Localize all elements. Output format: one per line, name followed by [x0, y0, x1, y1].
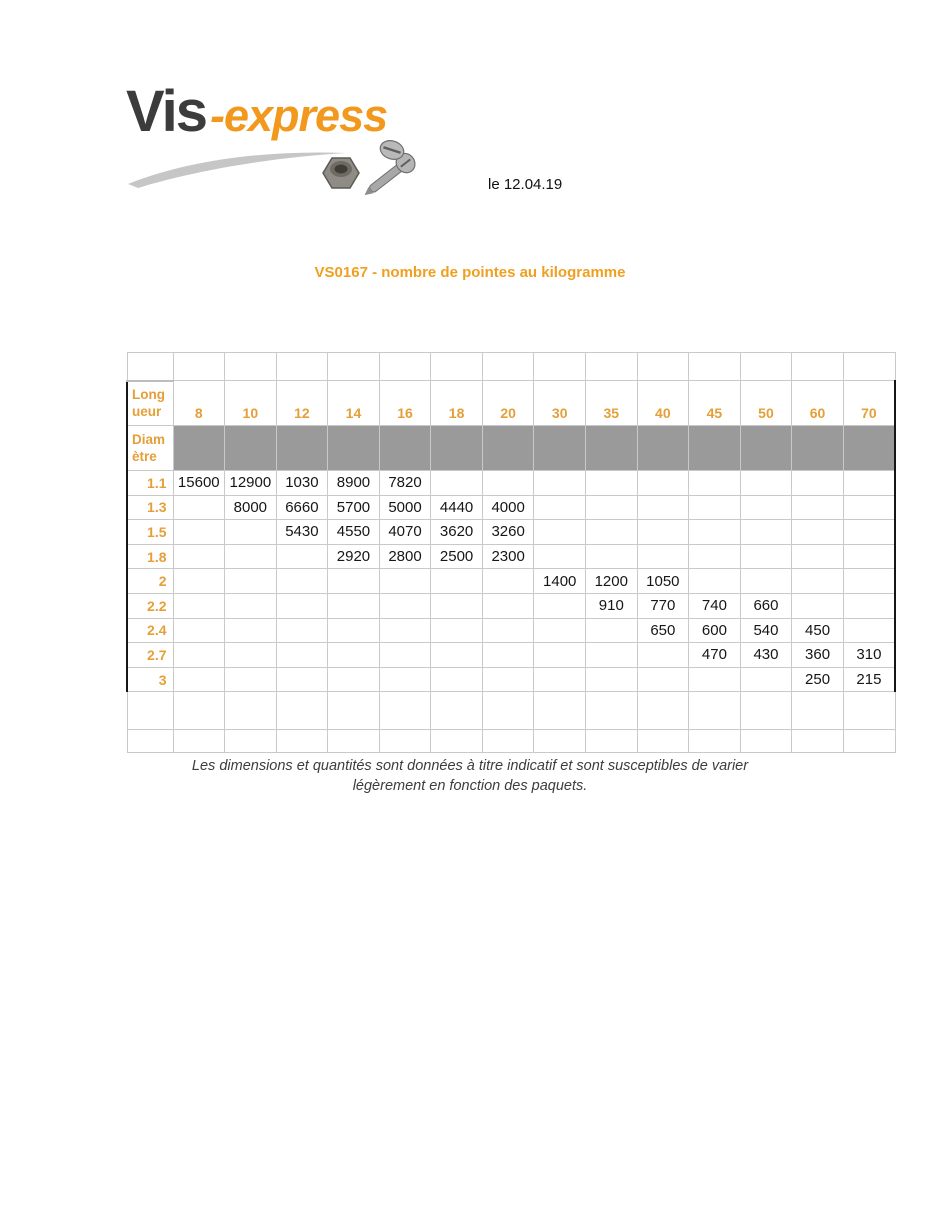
empty-cell [379, 353, 431, 381]
value-cell [843, 569, 895, 594]
value-cell [689, 520, 741, 545]
empty-cell [689, 730, 741, 753]
value-cell: 650 [637, 618, 689, 643]
value-cell: 6660 [276, 495, 328, 520]
value-cell [379, 643, 431, 668]
empty-cell [225, 353, 277, 381]
empty-cell [637, 730, 689, 753]
value-cell [225, 544, 277, 569]
diameter-fill-cell [225, 426, 277, 471]
value-cell [276, 643, 328, 668]
value-cell [534, 520, 586, 545]
empty-cell [689, 353, 741, 381]
disclaimer-line-2: légèrement en fonction des paquets. [352, 778, 588, 794]
value-cell [586, 520, 638, 545]
value-cell: 215 [843, 667, 895, 692]
value-cell [637, 495, 689, 520]
value-cell [586, 643, 638, 668]
value-cell [482, 618, 534, 643]
diameter-fill-cell [843, 426, 895, 471]
table-row [127, 569, 895, 594]
value-cell [740, 520, 792, 545]
value-cell [328, 593, 380, 618]
empty-cell [792, 692, 844, 730]
value-cell [276, 544, 328, 569]
value-cell: 600 [689, 618, 741, 643]
empty-cell [431, 730, 483, 753]
value-cell [689, 471, 741, 496]
empty-cell [225, 730, 277, 753]
disclaimer [0, 756, 940, 796]
empty-cell [127, 730, 173, 753]
value-cell [276, 593, 328, 618]
value-cell: 1400 [534, 569, 586, 594]
column-header: 18 [431, 381, 483, 426]
empty-cell [740, 730, 792, 753]
value-cell [328, 643, 380, 668]
diameter-fill-cell [173, 426, 225, 471]
row-label: 2.7 [127, 643, 173, 668]
value-cell: 740 [689, 593, 741, 618]
value-cell [534, 544, 586, 569]
empty-cell [482, 692, 534, 730]
table-row [127, 643, 895, 668]
row-label: 3 [127, 667, 173, 692]
row-label: 2.2 [127, 593, 173, 618]
value-cell: 7820 [379, 471, 431, 496]
value-cell [586, 618, 638, 643]
empty-cell [843, 730, 895, 753]
value-cell [740, 544, 792, 569]
value-cell [276, 618, 328, 643]
value-cell [534, 667, 586, 692]
value-cell [173, 569, 225, 594]
empty-cell [328, 353, 380, 381]
empty-cell [689, 692, 741, 730]
value-cell: 430 [740, 643, 792, 668]
value-cell [740, 495, 792, 520]
diameter-header-label: Diamètre [127, 426, 173, 471]
value-cell [843, 593, 895, 618]
value-cell [586, 471, 638, 496]
value-cell [792, 495, 844, 520]
empty-cell [637, 692, 689, 730]
column-header: 30 [534, 381, 586, 426]
value-cell [689, 569, 741, 594]
row-label: 1.5 [127, 520, 173, 545]
value-cell [586, 667, 638, 692]
diameter-row [127, 426, 895, 471]
value-cell: 1200 [586, 569, 638, 594]
value-cell [637, 520, 689, 545]
value-cell: 4440 [431, 495, 483, 520]
value-cell [534, 471, 586, 496]
column-header: 12 [276, 381, 328, 426]
empty-cell [792, 730, 844, 753]
value-cell: 540 [740, 618, 792, 643]
value-cell [740, 667, 792, 692]
value-cell [431, 471, 483, 496]
value-cell [534, 618, 586, 643]
points-per-kg-table [126, 352, 896, 753]
column-header: 16 [379, 381, 431, 426]
value-cell [173, 520, 225, 545]
value-cell [586, 495, 638, 520]
value-cell [431, 667, 483, 692]
value-cell [586, 544, 638, 569]
diameter-fill-cell [276, 426, 328, 471]
row-label: 1.8 [127, 544, 173, 569]
nut-and-bolt-icon [314, 136, 424, 202]
value-cell [792, 520, 844, 545]
spreadsheet [126, 352, 896, 753]
value-cell: 2800 [379, 544, 431, 569]
value-cell: 360 [792, 643, 844, 668]
empty-cell [586, 692, 638, 730]
value-cell: 450 [792, 618, 844, 643]
empty-cell [276, 353, 328, 381]
value-cell [276, 667, 328, 692]
column-header: 70 [843, 381, 895, 426]
row-label: 1.3 [127, 495, 173, 520]
diameter-fill-cell [586, 426, 638, 471]
value-cell [843, 544, 895, 569]
value-cell [431, 643, 483, 668]
document-date: le 12.04.19 [488, 176, 563, 193]
logo [126, 78, 456, 198]
column-header: 8 [173, 381, 225, 426]
value-cell [792, 471, 844, 496]
diameter-fill-cell [482, 426, 534, 471]
empty-cell [637, 353, 689, 381]
column-header: 45 [689, 381, 741, 426]
value-cell [173, 544, 225, 569]
value-cell [225, 593, 277, 618]
empty-cell [586, 730, 638, 753]
value-cell [792, 569, 844, 594]
empty-grid-row [127, 730, 895, 753]
value-cell [689, 495, 741, 520]
table-row [127, 667, 895, 692]
value-cell [843, 520, 895, 545]
empty-cell [740, 353, 792, 381]
column-header: 35 [586, 381, 638, 426]
diameter-fill-cell [534, 426, 586, 471]
disclaimer-line-1: Les dimensions et quantités sont données à titre indicatif et sont susceptibles de varier [191, 758, 749, 774]
value-cell [637, 667, 689, 692]
value-cell [173, 495, 225, 520]
empty-cell [534, 730, 586, 753]
value-cell [225, 667, 277, 692]
value-cell [534, 593, 586, 618]
empty-cell [482, 353, 534, 381]
empty-cell [843, 353, 895, 381]
value-cell [328, 569, 380, 594]
value-cell [379, 618, 431, 643]
row-label: 2.4 [127, 618, 173, 643]
row-label: 1.1 [127, 471, 173, 496]
empty-cell [482, 730, 534, 753]
empty-cell [127, 353, 173, 381]
empty-cell [173, 730, 225, 753]
value-cell [379, 593, 431, 618]
empty-cell [379, 730, 431, 753]
value-cell [843, 471, 895, 496]
diameter-fill-cell [792, 426, 844, 471]
diameter-fill-cell [689, 426, 741, 471]
value-cell [482, 593, 534, 618]
empty-cell [328, 730, 380, 753]
page-title: VS0167 - nombre de pointes au kilogramme [314, 264, 626, 281]
empty-cell [431, 692, 483, 730]
table-row [127, 520, 895, 545]
value-cell: 5700 [328, 495, 380, 520]
row-label: 2 [127, 569, 173, 594]
value-cell: 250 [792, 667, 844, 692]
value-cell [534, 643, 586, 668]
table-row [127, 544, 895, 569]
value-cell [482, 471, 534, 496]
value-cell [482, 569, 534, 594]
value-cell [689, 667, 741, 692]
value-cell: 4070 [379, 520, 431, 545]
column-header: 20 [482, 381, 534, 426]
length-header-label: Longueur [127, 381, 173, 426]
value-cell: 2300 [482, 544, 534, 569]
empty-cell [534, 353, 586, 381]
value-cell [173, 618, 225, 643]
value-cell: 470 [689, 643, 741, 668]
value-cell [173, 593, 225, 618]
empty-cell [843, 692, 895, 730]
table-row [127, 618, 895, 643]
empty-cell [173, 353, 225, 381]
value-cell [637, 544, 689, 569]
table-row [127, 471, 895, 496]
empty-cell [276, 730, 328, 753]
value-cell: 8000 [225, 495, 277, 520]
value-cell: 4550 [328, 520, 380, 545]
value-cell [740, 471, 792, 496]
value-cell: 3620 [431, 520, 483, 545]
value-cell [792, 593, 844, 618]
table-row [127, 593, 895, 618]
empty-cell [225, 692, 277, 730]
value-cell: 1050 [637, 569, 689, 594]
value-cell [276, 569, 328, 594]
value-cell: 3260 [482, 520, 534, 545]
value-cell [637, 643, 689, 668]
empty-cell [431, 353, 483, 381]
logo-text [126, 78, 387, 145]
empty-cell [379, 692, 431, 730]
value-cell [792, 544, 844, 569]
empty-cell [127, 692, 173, 730]
value-cell: 12900 [225, 471, 277, 496]
value-cell: 15600 [173, 471, 225, 496]
value-cell [689, 544, 741, 569]
value-cell [225, 618, 277, 643]
table-body [127, 353, 895, 753]
value-cell [379, 667, 431, 692]
value-cell [534, 495, 586, 520]
value-cell [173, 643, 225, 668]
value-cell: 1030 [276, 471, 328, 496]
empty-cell [276, 692, 328, 730]
value-cell [482, 643, 534, 668]
value-cell [328, 667, 380, 692]
value-cell: 910 [586, 593, 638, 618]
empty-cell [328, 692, 380, 730]
value-cell: 2500 [431, 544, 483, 569]
value-cell [637, 471, 689, 496]
column-header: 10 [225, 381, 277, 426]
value-cell: 660 [740, 593, 792, 618]
value-cell: 2920 [328, 544, 380, 569]
value-cell [379, 569, 431, 594]
diameter-fill-cell [637, 426, 689, 471]
value-cell: 310 [843, 643, 895, 668]
value-cell [431, 569, 483, 594]
value-cell [225, 643, 277, 668]
value-cell [225, 569, 277, 594]
column-header: 60 [792, 381, 844, 426]
value-cell: 770 [637, 593, 689, 618]
empty-cell [792, 353, 844, 381]
empty-cell [586, 353, 638, 381]
value-cell [225, 520, 277, 545]
diameter-fill-cell [740, 426, 792, 471]
logo-express-text: -express [210, 90, 388, 141]
diameter-fill-cell [379, 426, 431, 471]
diameter-fill-cell [328, 426, 380, 471]
empty-cell [534, 692, 586, 730]
empty-cell [173, 692, 225, 730]
empty-grid-row [127, 353, 895, 381]
value-cell [843, 495, 895, 520]
value-cell [328, 618, 380, 643]
value-cell [843, 618, 895, 643]
value-cell: 4000 [482, 495, 534, 520]
column-header: 40 [637, 381, 689, 426]
value-cell: 5430 [276, 520, 328, 545]
logo-vis-text: Vis [126, 79, 207, 144]
column-header-row [127, 381, 895, 426]
empty-cell [740, 692, 792, 730]
value-cell [431, 593, 483, 618]
column-header: 14 [328, 381, 380, 426]
table-row [127, 495, 895, 520]
value-cell [173, 667, 225, 692]
value-cell: 5000 [379, 495, 431, 520]
diameter-fill-cell [431, 426, 483, 471]
value-cell: 8900 [328, 471, 380, 496]
value-cell [482, 667, 534, 692]
empty-grid-row [127, 692, 895, 730]
value-cell [740, 569, 792, 594]
column-header: 50 [740, 381, 792, 426]
value-cell [431, 618, 483, 643]
